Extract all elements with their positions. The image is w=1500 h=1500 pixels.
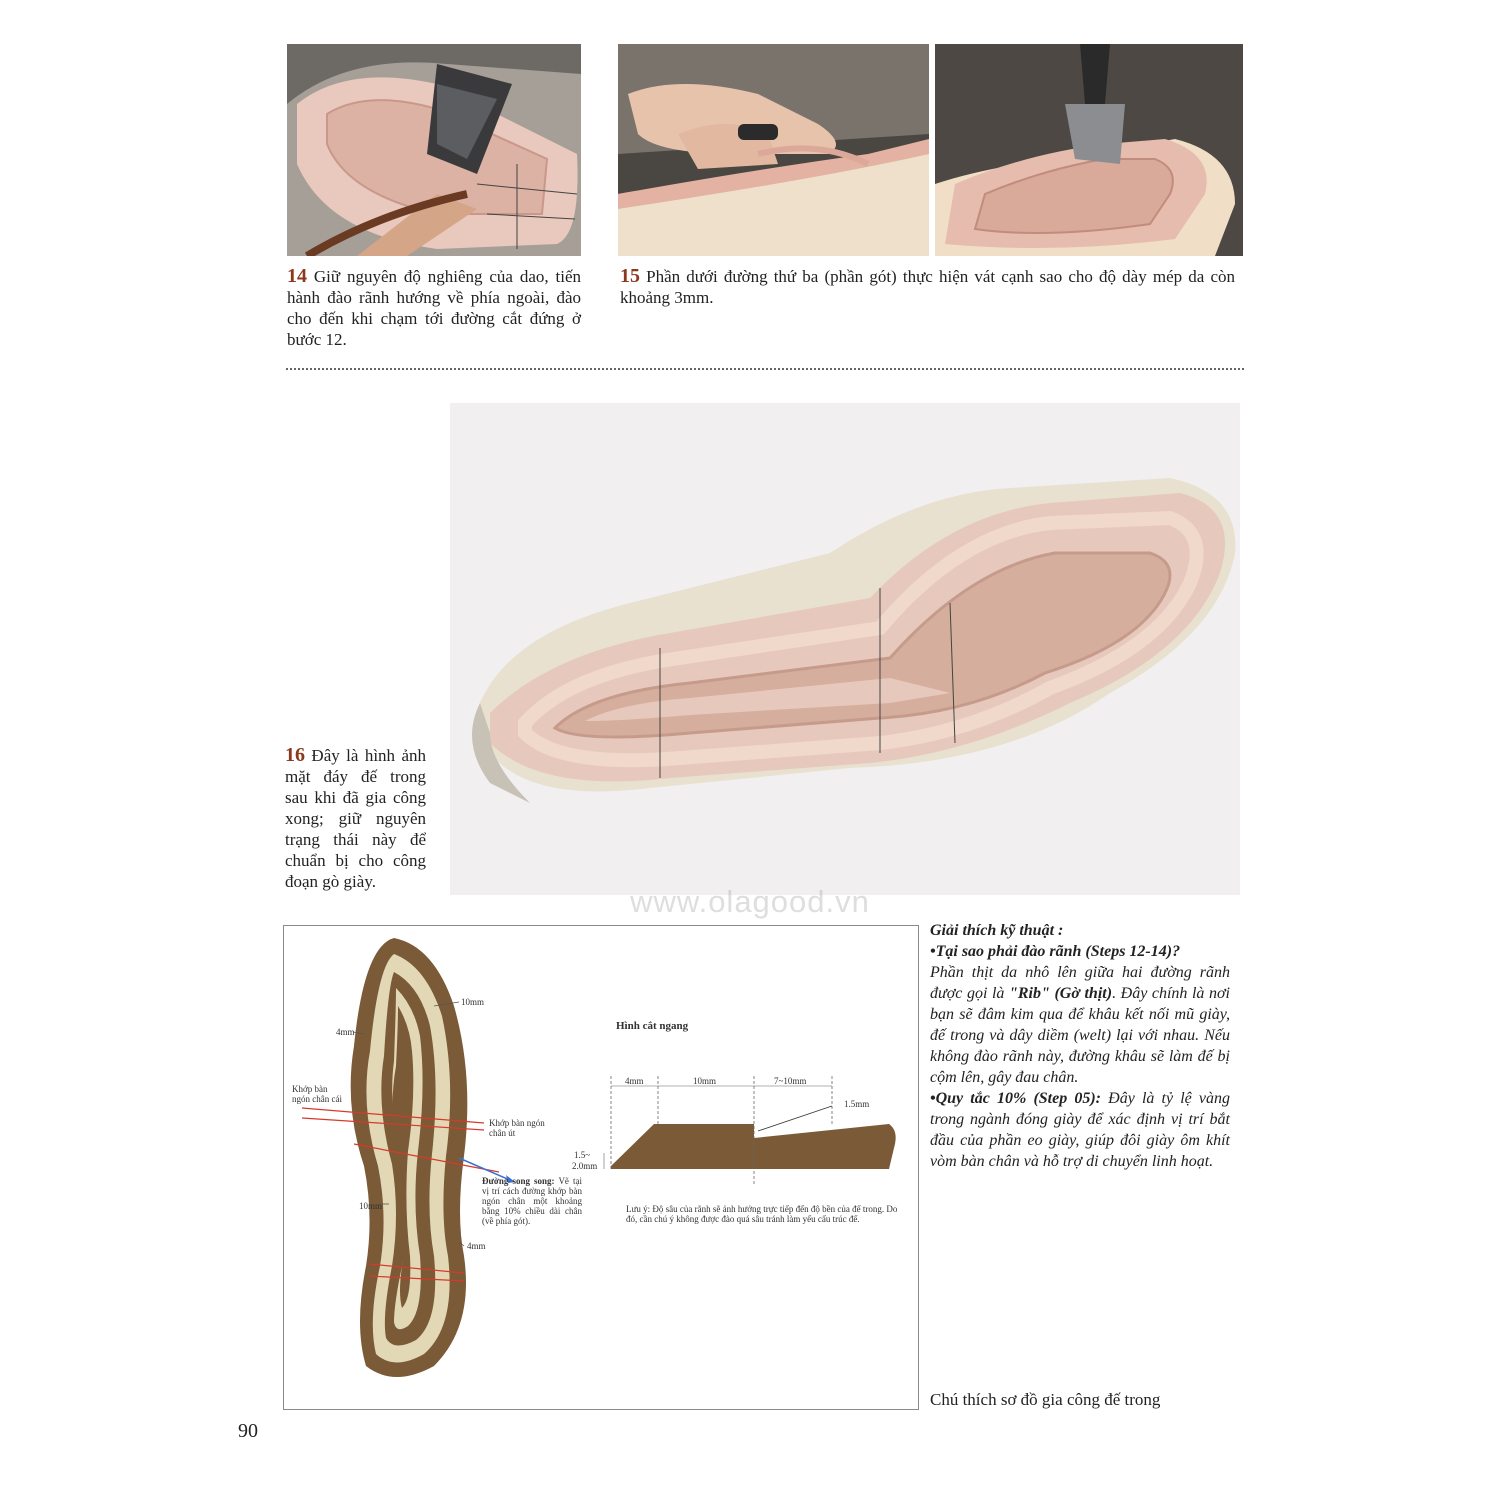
parallel-text: Vẽ tại vị trí cách đường khớp bàn ngón chân một khoảng bằng 10% chiều dài chân (về phía gót). bbox=[482, 1176, 582, 1226]
technical-explanation bbox=[930, 920, 1230, 1172]
step14-caption bbox=[287, 266, 581, 350]
step15-photo-left bbox=[618, 44, 929, 256]
label-left-4mm: 4mm bbox=[336, 1027, 355, 1037]
step15-text: Phần dưới đường thứ ba (phần gót) thực hiện vát cạnh sao cho độ dày mép da còn khoảng 3mm. bbox=[620, 267, 1236, 307]
step14-number: 14 bbox=[287, 265, 307, 287]
label-mid-10mm: 10mm bbox=[359, 1201, 383, 1211]
watermark: www.olagood.vn bbox=[630, 884, 870, 919]
step14-photo bbox=[287, 44, 581, 256]
step16-photo bbox=[450, 403, 1240, 895]
tech-q1-after: . Đây chính là nơi bạn sẽ đâm kim qua để khâu kết nối mũ giày, đế trong và dây diềm (welt) lại với nhau. Nếu không đào rãnh này, đường khâu sẽ làm đế bị cộm lên, gây đau chân. bbox=[930, 985, 1230, 1086]
cross-section bbox=[604, 1076, 896, 1186]
tech-q1-before: Phần thịt da nhô lên giữa hai đường rãnh được gọi là bbox=[930, 964, 1230, 1002]
label-parallel-line bbox=[482, 1176, 582, 1226]
section-divider bbox=[286, 368, 1244, 370]
step15-caption bbox=[620, 266, 1235, 308]
dim-4mm: 4mm bbox=[625, 1076, 644, 1086]
parallel-title: Đường song song: bbox=[482, 1176, 555, 1186]
dim-thickness-a: 1.5~ bbox=[574, 1150, 591, 1160]
step16-number: 16 bbox=[285, 744, 305, 766]
tech-q1-title: •Tại sao phải đào rãnh (Steps 12-14)? bbox=[930, 943, 1181, 960]
diagram-caption: Chú thích sơ đồ gia công đế trong bbox=[930, 1390, 1161, 1409]
tech-q2-text: Đây là tỷ lệ vàng trong ngành đóng giày để xác định vị trí bắt đầu của phần eo giày, giúp đôi giày ôm khít vòm bàn chân và hỗ trợ di chuyển linh hoạt. bbox=[930, 1090, 1230, 1170]
tech-heading: Giải thích kỹ thuật : bbox=[930, 922, 1064, 939]
step14-text: Giữ nguyên độ nghiêng của dao, tiến hành đào rãnh hướng về phía ngoài, đào cho đến khi chạm tới đường cắt đứng ở bước 12. bbox=[287, 267, 582, 349]
label-bottom-4mm: 4mm bbox=[467, 1241, 486, 1251]
tech-q2-title: •Quy tắc 10% (Step 05): bbox=[930, 1090, 1102, 1107]
dim-thickness-b: 2.0mm bbox=[572, 1161, 598, 1171]
step15-number: 15 bbox=[620, 265, 640, 287]
dim-1-5mm: 1.5mm bbox=[844, 1099, 870, 1109]
label-top-10mm: 10mm bbox=[461, 997, 485, 1007]
page-number: 90 bbox=[238, 1420, 258, 1442]
dim-10mm: 10mm bbox=[693, 1076, 717, 1086]
cross-section-title: Hình cắt ngang bbox=[616, 1020, 689, 1032]
insole-diagram bbox=[283, 925, 919, 1410]
step16-text: Đây là hình ảnh mặt đáy đế trong sau khi đã gia công xong; giữ nguyên trạng thái này để chuẩn bị cho công đoạn gò giày. bbox=[285, 746, 427, 891]
step15-photo-right bbox=[935, 44, 1243, 256]
tech-q1-term: "Rib" (Gờ thịt) bbox=[1008, 985, 1113, 1002]
label-big-toe-joint: Khớp bàn ngón chân cái bbox=[292, 1084, 342, 1104]
dim-7-10mm: 7~10mm bbox=[774, 1076, 807, 1086]
step16-caption bbox=[285, 745, 426, 892]
label-little-toe-joint: Khớp bàn ngón chân út bbox=[489, 1118, 545, 1138]
cross-section-note: Lưu ý: Độ sâu của rãnh sẽ ảnh hưởng trực tiếp đến độ bền của đế trong. Do đó, cần chú ý không được đào quá sâu tránh làm yếu cấu trúc đế. bbox=[626, 1204, 898, 1224]
